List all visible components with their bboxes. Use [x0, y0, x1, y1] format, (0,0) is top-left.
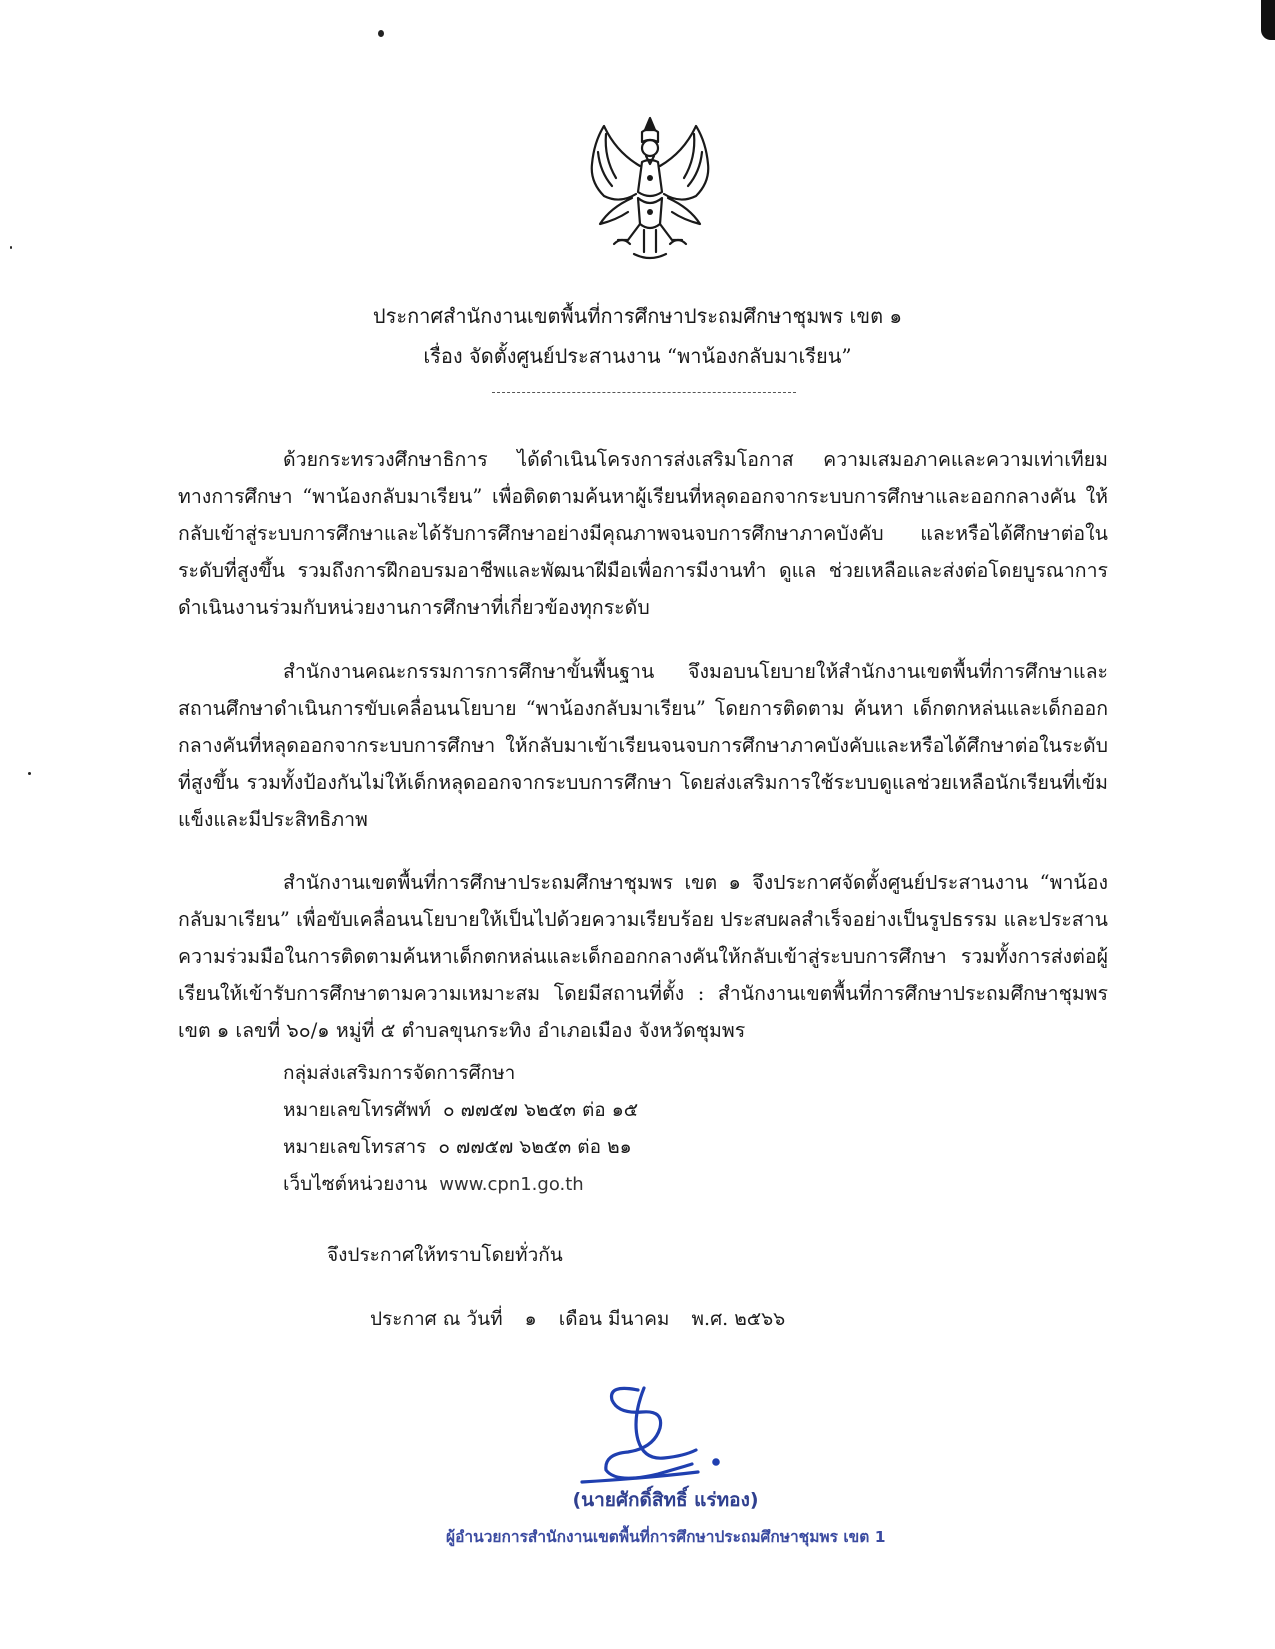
body-paragraph-3: สำนักงานเขตพื้นที่การศึกษาประถมศึกษาชุมพร เขต ๑ จึงประกาศจัดตั้งศูนย์ประสานงาน “พาน้องกลับมาเรียน” เพื่อขับเคลื่อนนโยบายให้เป็นไปด้วยความเรียบร้อย ประสบผลสำเร็จอย่างเป็นรูปธรรม และประสานความร่วมมือในการติดตามค้นหาเด็กตกหล่นและเด็กออกกลางคันให้กลับเข้าสู่ระบบการศึกษา รวมทั้งการส่งต่อผู้เรียนให้เข้ารับการศึกษาตามความเหมาะสม โดยมีสถานที่ตั้ง : สำนักงานเขตพื้นที่การศึกษาประถมศึกษาชุมพร เขต ๑ เลขที่ ๖๐/๑ หมู่ที่ ๕ ตำบลขุนกระทิง อำเภอเมือง จังหวัดชุมพร: [178, 871, 1108, 1042]
website-label: เว็บไซต์หน่วยงาน: [283, 1173, 428, 1195]
contact-website-row: [283, 1169, 584, 1200]
contact-phone-row: [283, 1095, 638, 1125]
contact-fax-row: [283, 1132, 632, 1162]
date-month-label: เดือน: [558, 1308, 602, 1330]
body-paragraph-1: ด้วยกระทรวงศึกษาธิการ ได้ดำเนินโครงการส่งเสริมโอกาส ความเสมอภาคและความเท่าเทียมทางการศึกษา “พาน้องกลับมาเรียน” เพื่อติดตามค้นหาผู้เรียนที่หลุดออกจากระบบการศึกษาและออกกลางคัน ให้กลับเข้าสู่ระบบการศึกษาและได้รับการศึกษาอย่างมีคุณภาพจนจบการศึกษาภาคบังคับ และหรือได้ศึกษาต่อในระดับที่สูงขึ้น รวมถึงการฝึกอบรมอาชีพและพัฒนาฝีมือเพื่อการมีงานทำ ดูแล ช่วยเหลือและส่งต่อโดยบูรณาการดำเนินงานร่วมกับหน่วยงานการศึกษาที่เกี่ยวข้องทุกระดับ: [178, 448, 1108, 619]
garuda-emblem-icon: [570, 112, 730, 267]
title-divider: [492, 392, 796, 393]
fax-number: ๐ ๗๗๕๗ ๖๒๕๓ ต่อ ๒๑: [438, 1136, 632, 1158]
scan-edge-mark: [1261, 0, 1275, 40]
body-paragraph-2: สำนักงานคณะกรรมการการศึกษาขั้นพื้นฐาน จึงมอบนโยบายให้สำนักงานเขตพื้นที่การศึกษาและสถานศึกษาดำเนินการขับเคลื่อนนโยบาย “พาน้องกลับมาเรียน” โดยการติดตาม ค้นหา เด็กตกหล่นและเด็กออกกลางคันที่หลุดออกจากระบบการศึกษา ให้กลับมาเข้าเรียนจนจบการศึกษาภาคบังคับและหรือได้ศึกษาต่อในระดับที่สูงขึ้น รวมทั้งป้องกันไม่ให้เด็กหลุดออกจากระบบการศึกษา โดยส่งเสริมการใช้ระบบดูแลช่วยเหลือนักเรียนที่เข้มแข็งและมีประสิทธิภาพ: [178, 660, 1108, 831]
announcement-subject: เรื่อง จัดตั้งศูนย์ประสานงาน “พาน้องกลับมาเรียน”: [423, 344, 852, 368]
contact-unit: กลุ่มส่งเสริมการจัดการศึกษา: [283, 1062, 516, 1084]
date-year-label: พ.ศ.: [691, 1308, 729, 1330]
signature-mark: [568, 1378, 758, 1488]
announcement-date: [370, 1304, 785, 1334]
signer-name: (นายศักดิ์สิทธิ์ แร่ทอง): [572, 1489, 759, 1511]
phone-label: หมายเลขโทรศัพท์: [283, 1099, 432, 1121]
scan-speck: [378, 30, 384, 37]
date-year: ๒๕๖๖: [734, 1308, 786, 1330]
date-day: ๑: [524, 1308, 537, 1330]
website-link[interactable]: www.cpn1.go.th: [439, 1174, 584, 1195]
closing-statement: จึงประกาศให้ทราบโดยทั่วกัน: [327, 1244, 563, 1266]
scan-speck: [28, 772, 31, 775]
date-prefix: ประกาศ ณ วันที่: [370, 1308, 503, 1330]
scan-speck: [10, 246, 12, 249]
announcement-heading: ประกาศสำนักงานเขตพื้นที่การศึกษาประถมศึกษาชุมพร เขต ๑: [372, 304, 903, 328]
fax-label: หมายเลขโทรสาร: [283, 1136, 427, 1158]
date-month: มีนาคม: [608, 1308, 670, 1330]
phone-number: ๐ ๗๗๕๗ ๖๒๕๓ ต่อ ๑๕: [443, 1099, 639, 1121]
signer-title: ผู้อำนวยการสำนักงานเขตพื้นที่การศึกษาประถมศึกษาชุมพร เขต 1: [446, 1528, 886, 1546]
